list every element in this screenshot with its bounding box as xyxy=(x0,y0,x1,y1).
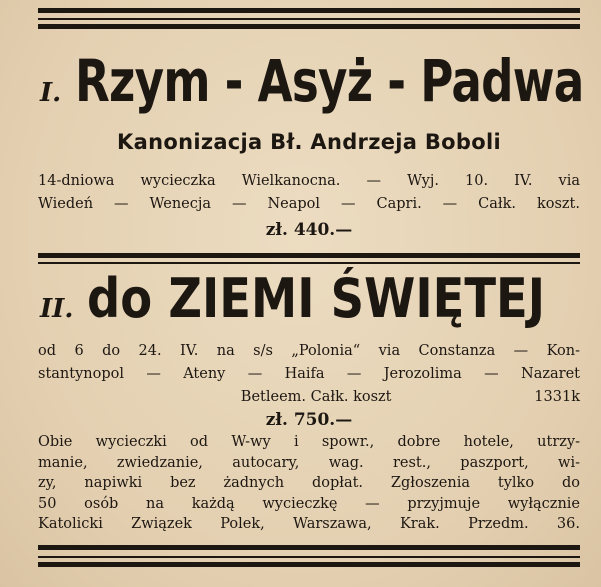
offer1-title: Rzym - Asyż - Padwa xyxy=(74,47,584,115)
offer2-description xyxy=(38,340,580,409)
offer2-number: II. xyxy=(40,294,74,324)
offer2-price: zł. 750.— xyxy=(265,410,353,430)
offer2-cost-value: 1331k xyxy=(534,389,580,405)
offer2-title-line xyxy=(40,267,582,330)
top-border-rule-2 xyxy=(38,24,580,29)
bottom-border-rule-2 xyxy=(38,562,580,567)
offer1-description xyxy=(38,170,580,216)
footer-line: Obie wycieczki od W-wy i spowr., dobre hotele, utrzy- xyxy=(38,434,580,450)
bottom-border-rule-thin xyxy=(38,556,580,558)
offer1-line: 14-dniowa wycieczka Wielkanocna. — Wyj. 10. IV. via xyxy=(38,173,580,189)
bottom-border-rule xyxy=(38,545,580,550)
footer-description xyxy=(38,432,580,535)
top-border-rule xyxy=(38,8,580,13)
offer2-line: stantynopol — Ateny — Haifa — Jerozolima — Nazaret xyxy=(38,366,580,382)
top-border-rule-thin xyxy=(38,18,580,20)
offer2-line: od 6 do 24. IV. na s/s „Polonia“ via Constanza — Kon- xyxy=(38,343,580,359)
offer2-cost-label: Betleem. Całk. koszt xyxy=(240,389,392,405)
footer-line: manie, zwiedzanie, autocary, wag. rest., paszport, wi- xyxy=(38,454,580,471)
offer1-line: Wiedeń — Wenecja — Neapol — Capri. — Całk. koszt. xyxy=(38,196,580,212)
separator-rule xyxy=(38,253,580,258)
separator-rule-thin xyxy=(38,262,580,264)
offer2-line-cost xyxy=(38,386,580,409)
offer1-title-line xyxy=(40,47,584,115)
footer-line: 50 osób na każdą wycieczkę — przyjmuje wyłącznie xyxy=(38,495,580,512)
footer-line: Katolicki Związek Polek, Warszawa, Krak. Przedm. 36. xyxy=(38,516,580,532)
offer1-number: I. xyxy=(40,78,62,108)
offer2-title: do ZIEMI ŚWIĘTEJ xyxy=(86,267,545,330)
footer-line: zy, napiwki bez żadnych dopłat. Zgłoszenia tylko do xyxy=(38,475,580,491)
offer1-price: zł. 440.— xyxy=(265,220,353,240)
offer1-subtitle: Kanonizacja Bł. Andrzeja Boboli xyxy=(117,130,501,154)
